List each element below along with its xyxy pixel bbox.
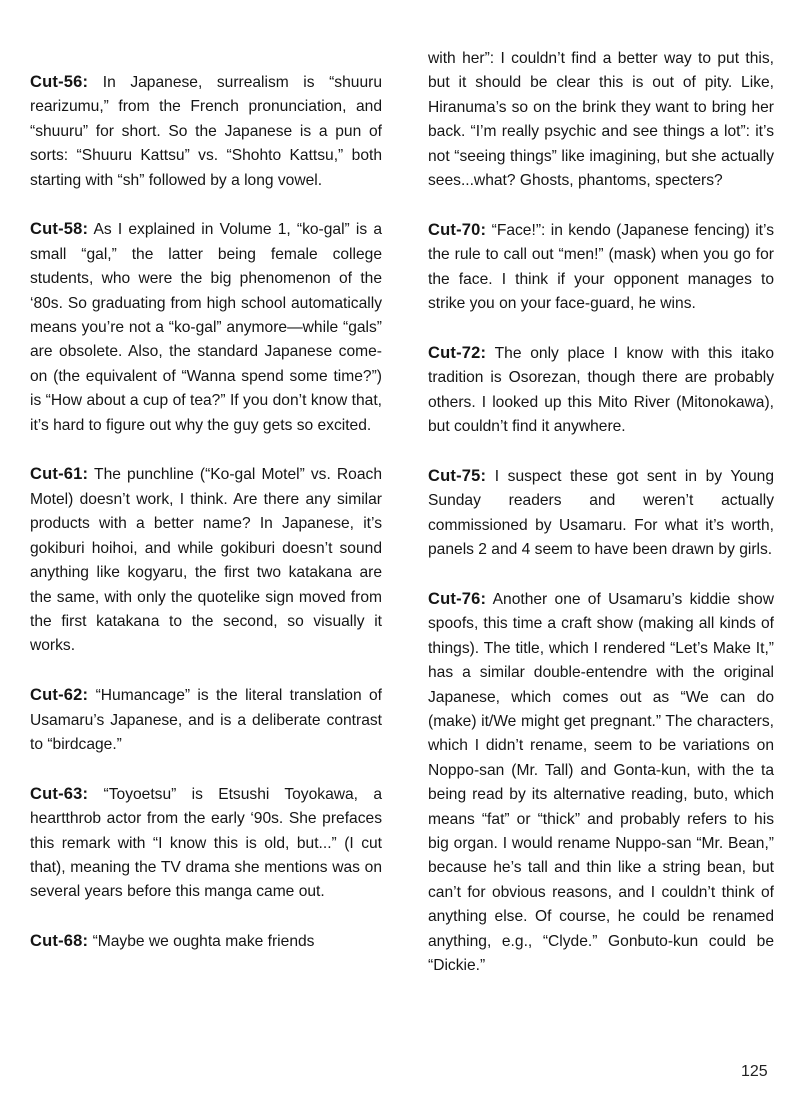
note-cut-63: [30, 782, 382, 905]
right-column: [428, 46, 774, 1003]
cut-label: Cut-61:: [30, 465, 89, 484]
note-text: The punchline (“Ko-gal Motel” vs. Roach Motel) doesn’t work, I think. Are there any similar products with a better name? In Japanese, it’s gokiburi hoihoi, and while gokiburi doesn’t sound anything like kogyaru, the first two katakana are the same, with only the quotelike sign moved from the first katakana to the second, so visually it works.: [30, 466, 382, 655]
note-text: with her”: I couldn’t find a better way to put this, but it should be clear this is out of pity. Like, Hiranuma’s so on the brink they want to bring her back. “I’m really psychic and see things a lot”: it’s not “seeing things” like imagining, but she actually sees...what? Ghosts, phantoms, specters?: [428, 50, 774, 190]
cut-label: Cut-63:: [30, 784, 89, 803]
note-cut-56: [30, 70, 382, 193]
note-text: “Toyoetsu” is Etsushi Toyokawa, a heartthrob actor from the early ‘90s. She prefaces this remark with “I know this is old, but...” (I cut that), meaning the TV drama she mentions was on several years before this manga came out.: [30, 785, 382, 901]
cut-label: Cut-56:: [30, 73, 89, 91]
page-number: 125: [741, 1063, 768, 1080]
note-text: “Humancage” is the literal translation of Usamaru’s Japanese, and is a deliberate contrast to “birdcage.”: [30, 687, 382, 753]
cut-label: Cut-76:: [428, 589, 487, 608]
note-text: In Japanese, surrealism is “shuuru rearizumu,” from the French pronunciation, and “shuuru” for short. So the Japanese is a pun of sorts: “Shuuru Kattsu” vs. “Shohto Kattsu,” both starting with “sh” followed by a long vowel.: [30, 74, 382, 189]
note-cut-70: [428, 218, 774, 317]
cut-label: Cut-70:: [428, 220, 487, 239]
cut-label: Cut-68:: [30, 932, 89, 951]
cut-label: Cut-75:: [428, 466, 487, 485]
cut-label: Cut-72:: [428, 343, 487, 362]
left-column: [30, 70, 382, 979]
note-text: Another one of Usamaru’s kiddie show spoofs, this time a craft show (making all kinds of things). The title, which I rendered “Let’s Make It,” has a similar double-entendre with the original Japanese, which comes out as “We can do (make) it/We might get pregnant.” The characters, which I didn’t rename, seem to be variations on Noppo-san (Mr. Tall) and Gonta-kun, with the ta being read by its alternative reading, buto, which means “fat” or “thick” and probably refers to his big organ. I would rename Nuppo-san “Mr. Bean,” because he’s tall and thin like a string bean, but can’t for obvious reasons, and I couldn’t think of anything else. Of course, he could be renamed anything, e.g., “Clyde.” Gonbuto-kun could be “Dickie.”: [428, 590, 774, 974]
cut-label: Cut-58:: [30, 220, 89, 239]
note-cut-68: [30, 929, 382, 954]
note-text: I suspect these got sent in by Young Sunday readers and weren’t actually commissioned by Usamaru. For what it’s worth, panels 2 and 4 seem to have been drawn by girls.: [428, 467, 774, 559]
note-cut-72: [428, 341, 774, 440]
note-text: As I explained in Volume 1, “ko-gal” is a small “gal,” the latter being female college students, who were the big phenomenon of the ‘80s. So graduating from high school automatically means you’re not a “ko-gal” anymore—while “gals” are obsolete. Also, the standard Japanese come-on (the equivalent of “Wanna spend some time?”) is “How about a cup of tea?” If you don’t know that, it’s hard to figure out why the guy gets so excited.: [30, 221, 382, 434]
note-text: “Face!”: in kendo (Japanese fencing) it’s the rule to call out “men!” (mask) when you go for the face. I think if your opponent manages to strike you on your face-guard, he wins.: [428, 221, 774, 313]
note-cut-76: [428, 587, 774, 979]
cut-label: Cut-62:: [30, 686, 89, 705]
note-cut-75: [428, 464, 774, 563]
note-cut-61: [30, 462, 382, 658]
note-cut-68-continued: [428, 46, 774, 193]
note-cut-62: [30, 683, 382, 757]
note-text: The only place I know with this itako tradition is Osorezan, though there are probably others. I looked up this Mito River (Mitonokawa), but couldn’t find it anywhere.: [428, 344, 774, 436]
note-cut-58: [30, 217, 382, 438]
note-text: “Maybe we oughta make friends: [88, 933, 315, 951]
